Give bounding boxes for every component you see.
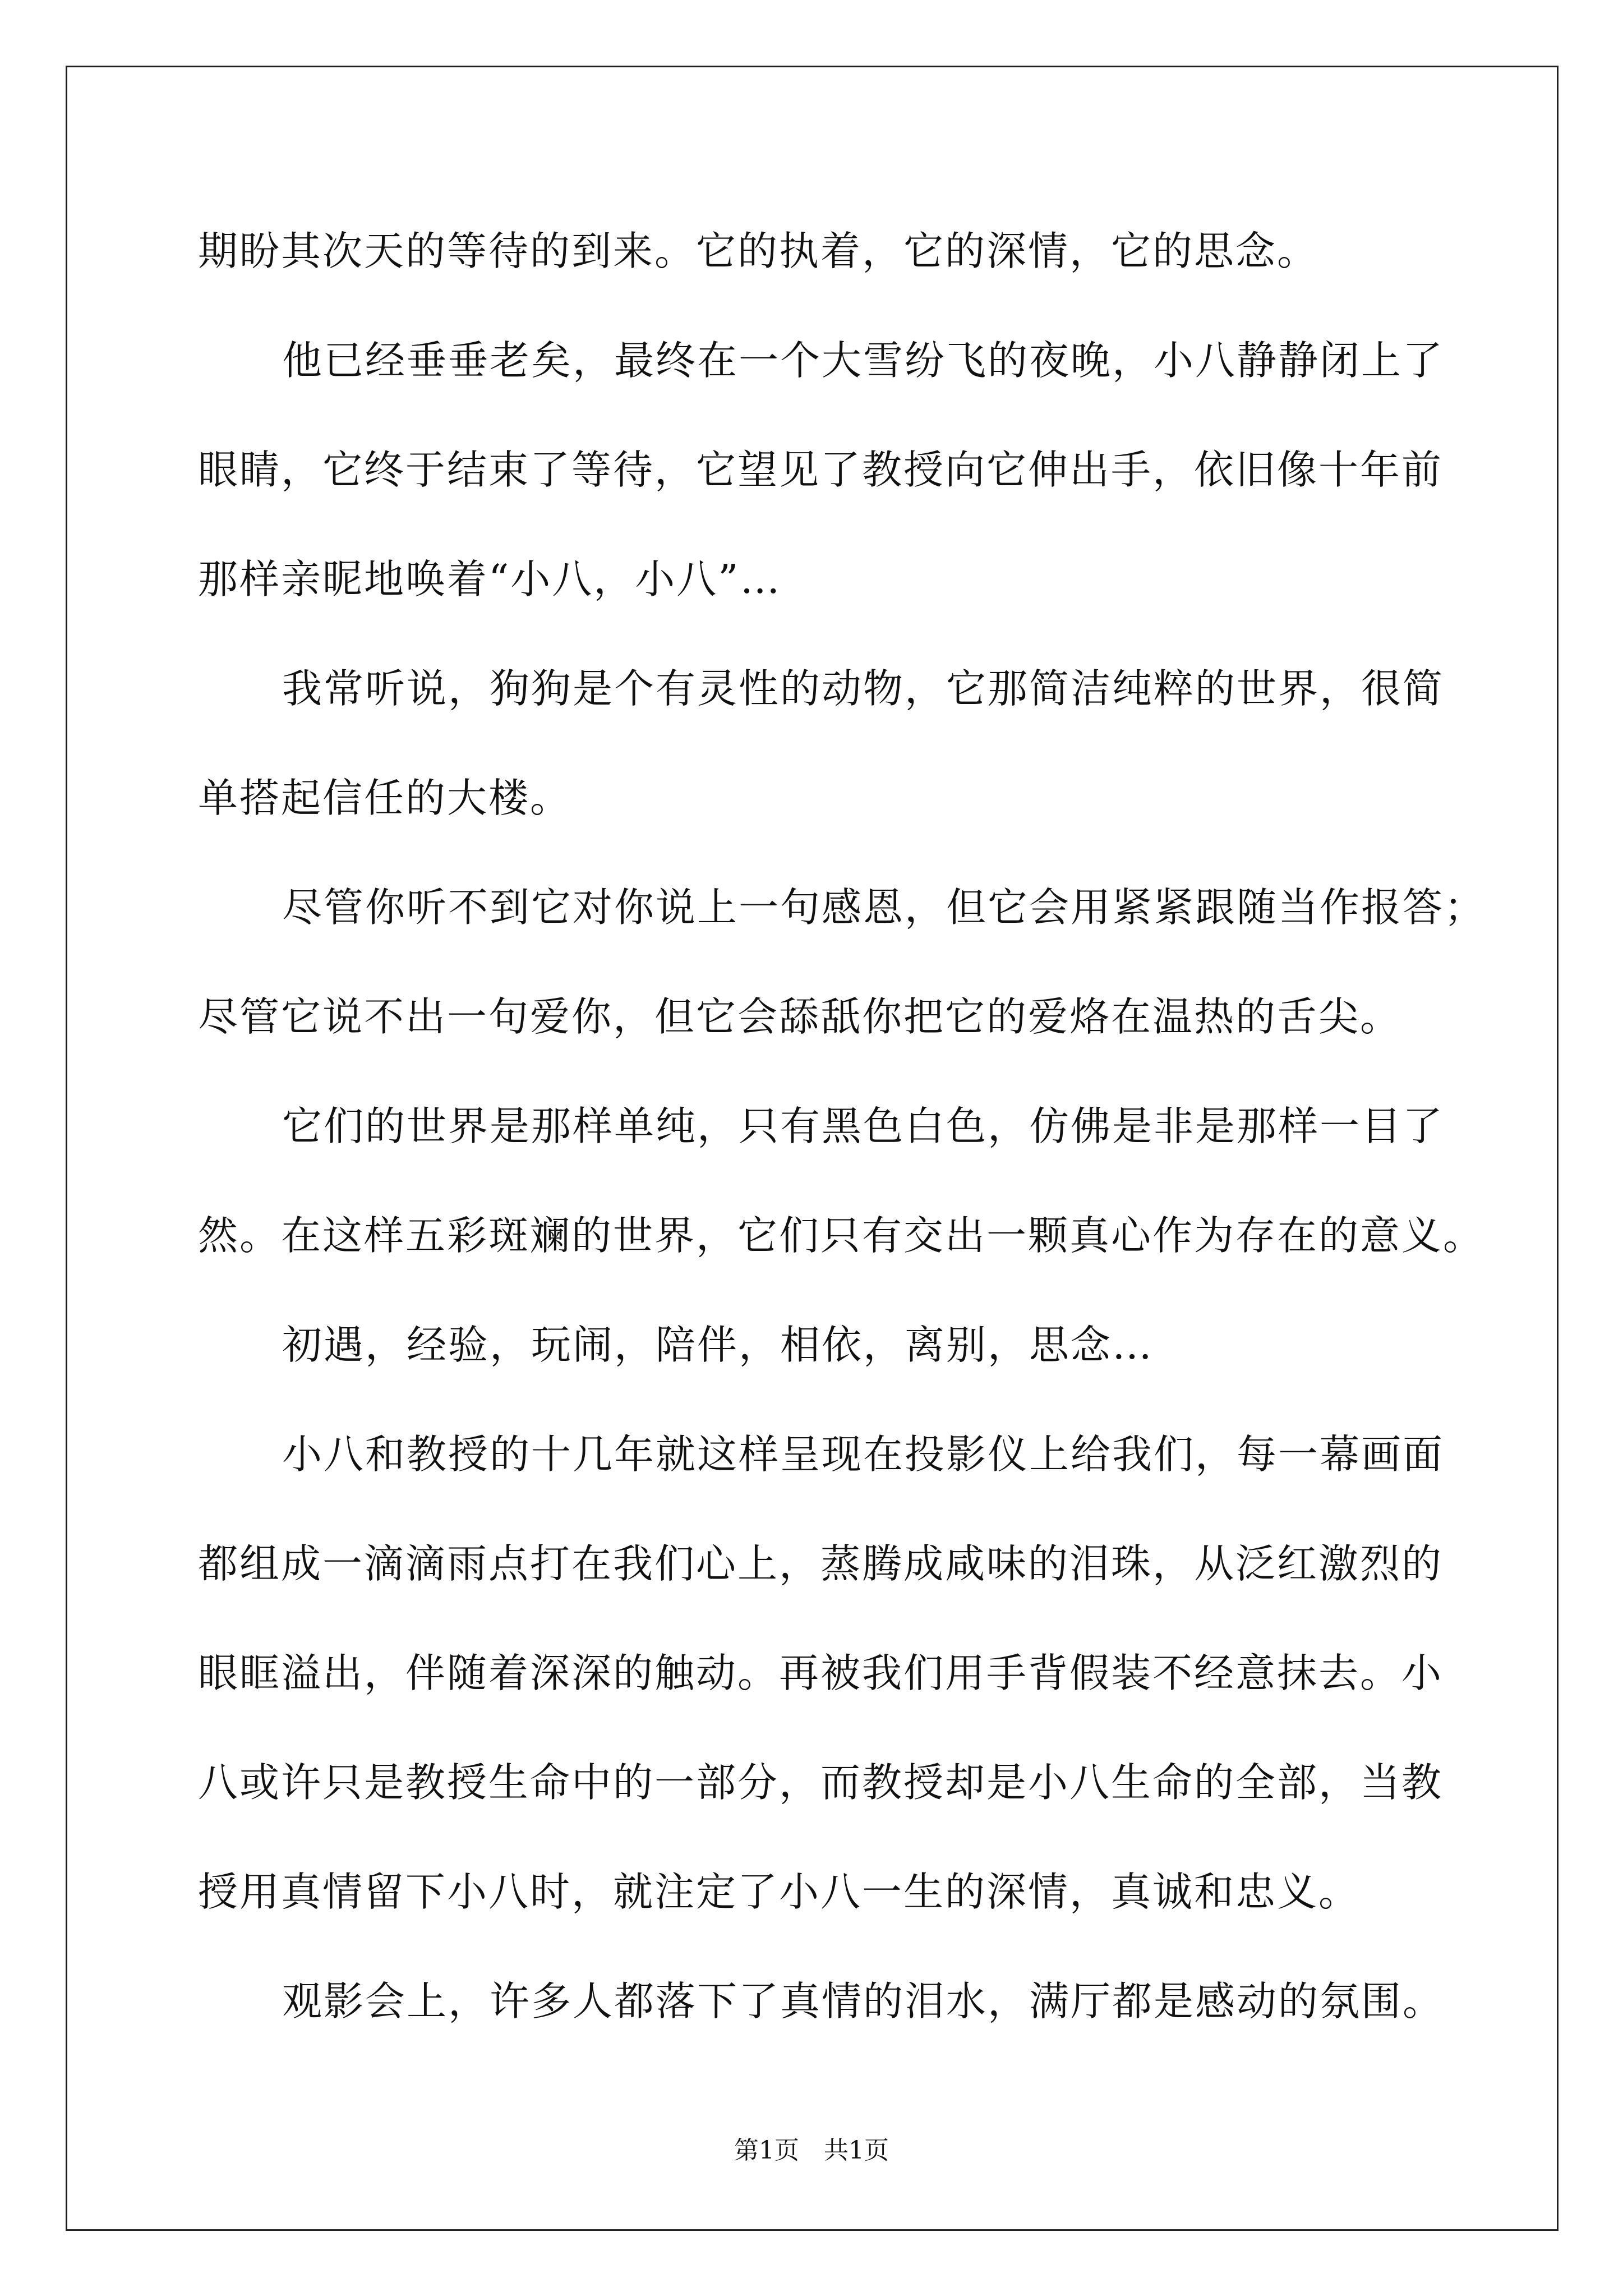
text-line: 单搭起信任的大楼。 [198, 775, 572, 821]
text-line: 观影会上，许多人都落下了真情的泪水，满厅都是感动的氛围。 [282, 1978, 1445, 2024]
text-line: 初遇，经验，玩闹，陪伴，相依，离别，思念… [282, 1322, 1154, 1368]
text-line: 小八和教授的十几年就这样呈现在投影仪上给我们，每一幕画面 [282, 1431, 1445, 1478]
text-line: 我常听说，狗狗是个有灵性的动物，它那简洁纯粹的世界，很简 [282, 665, 1445, 712]
text-line: 眼眶溢出，伴随着深深的触动。再被我们用手背假装不经意抹去。小 [198, 1650, 1444, 1696]
page-number-footer: 第1页 共1页 [734, 2136, 889, 2165]
text-line: 八或许只是教授生命中的一部分，而教授却是小八生命的全部，当教 [198, 1759, 1444, 1806]
text-line: 期盼其次天的等待的到来。它的执着，它的深情，它的思念。 [198, 228, 1319, 274]
text-line: 他已经垂垂老矣，最终在一个大雪纷飞的夜晚，小八静静闭上了 [282, 337, 1445, 384]
text-line: 那样亲昵地唤着“小八，小八”… [198, 556, 782, 602]
text-line: 然。在这样五彩斑斓的世界，它们只有交出一颗真心作为存在的意义。 [198, 1212, 1485, 1259]
text-line: 都组成一滴滴雨点打在我们心上，蒸腾成咸味的泪珠，从泛红激烈的 [198, 1540, 1444, 1587]
text-line: 授用真情留下小八时，就注定了小八一生的深情，真诚和忠义。 [198, 1869, 1361, 1915]
text-line: 尽管它说不出一句爱你，但它会舔舐你把它的爱烙在温热的舌尖。 [198, 993, 1402, 1040]
text-line: 尽管你听不到它对你说上一句感恩，但它会用紧紧跟随当作报答； [282, 884, 1486, 931]
text-line: 眼睛，它终于结束了等待，它望见了教授向它伸出手，依旧像十年前 [198, 447, 1444, 493]
text-line: 它们的世界是那样单纯，只有黑色白色，仿佛是非是那样一目了 [282, 1103, 1445, 1149]
